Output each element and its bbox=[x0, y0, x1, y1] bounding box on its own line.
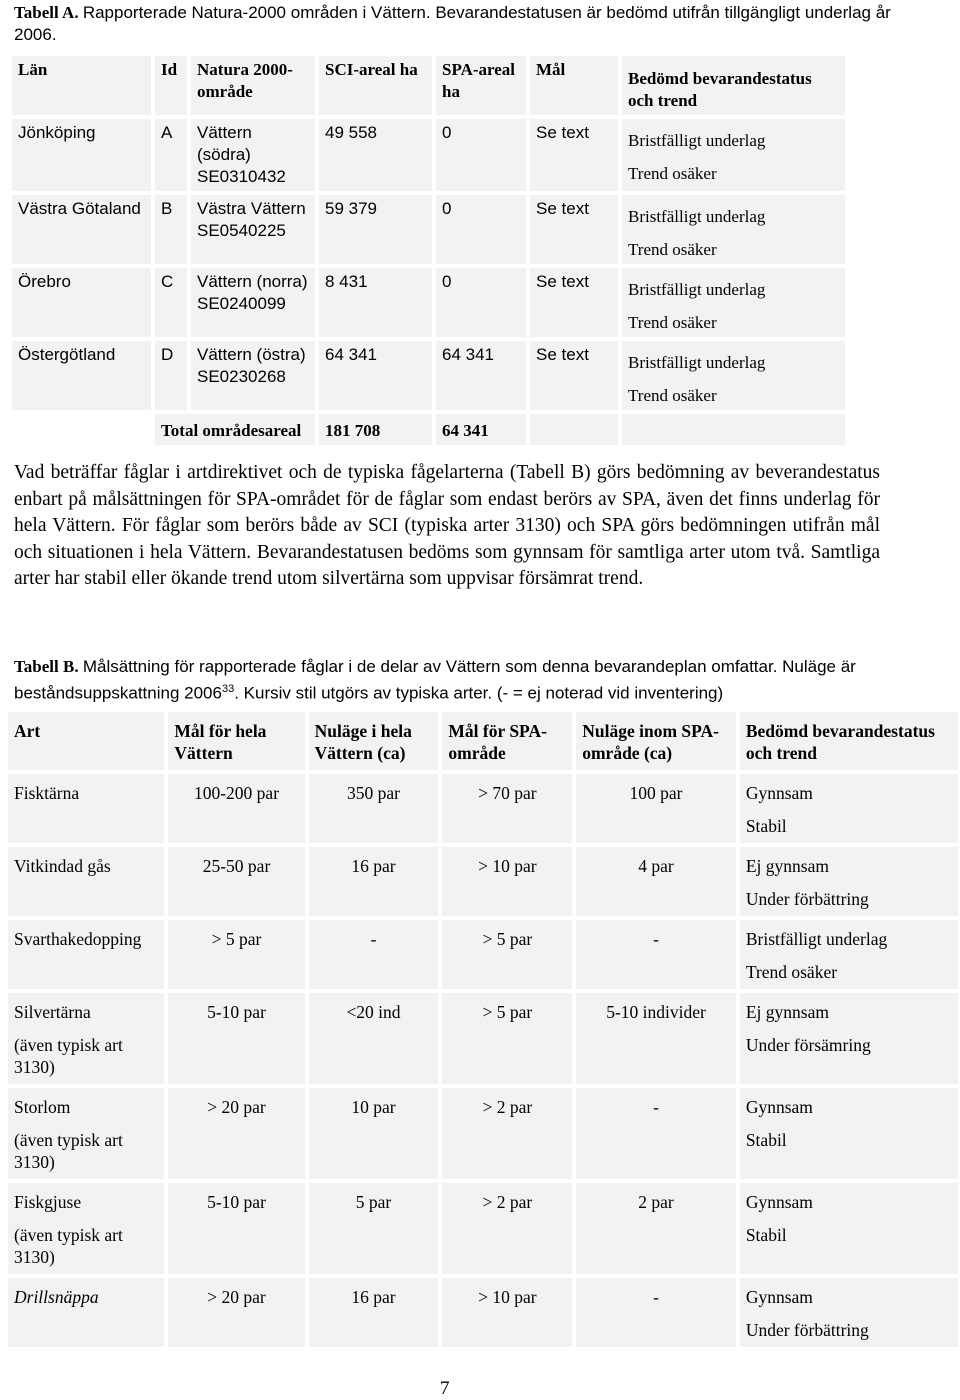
table-b-nulage-spa: - bbox=[576, 1088, 736, 1179]
table-a-lan: Örebro bbox=[12, 268, 151, 337]
table-b-mal-hela: 5-10 par bbox=[168, 1183, 304, 1274]
table-a-mal: Se text bbox=[530, 341, 618, 410]
table-a-caption bbox=[14, 2, 894, 46]
table-a-total-row bbox=[12, 414, 845, 445]
table-row bbox=[8, 1278, 958, 1347]
table-b-mal-spa: > 5 par bbox=[442, 993, 572, 1084]
table-b-art: Fiskgjuse (även typisk art 3130) bbox=[8, 1183, 164, 1274]
table-b-mal-spa: > 70 par bbox=[442, 774, 572, 843]
table-b-header-nulage-hela: Nuläge i hela Vättern (ca) bbox=[309, 712, 439, 770]
table-b-header-row bbox=[8, 712, 958, 770]
table-row bbox=[12, 195, 845, 264]
table-a-mal: Se text bbox=[530, 195, 618, 264]
table-b-art-note: (även typisk art 3130) bbox=[14, 1035, 123, 1077]
table-a-total-sci: 181 708 bbox=[319, 414, 432, 445]
page-number: 7 bbox=[440, 1378, 450, 1399]
table-b-nulage-hela: 10 par bbox=[309, 1088, 439, 1179]
table-a-spa: 0 bbox=[436, 195, 526, 264]
table-a-area-name: Vättern (östra) SE0230268 bbox=[191, 341, 315, 410]
table-row bbox=[12, 268, 845, 337]
table-b-header-art: Art bbox=[8, 712, 164, 770]
table-b-art: Fisktärna bbox=[8, 774, 164, 843]
table-b-art-note: (även typisk art 3130) bbox=[14, 1225, 123, 1267]
table-b-status: Gynnsam Stabil bbox=[740, 774, 958, 843]
table-row bbox=[8, 920, 958, 989]
table-a-spa: 0 bbox=[436, 119, 526, 191]
table-a-status: Bristfälligt underlag Trend osäker bbox=[622, 268, 845, 337]
table-b-mal-spa: > 10 par bbox=[442, 1278, 572, 1347]
table-a-header-natura: Natura 2000-område bbox=[191, 56, 315, 115]
table-row bbox=[8, 1183, 958, 1274]
table-a-sci: 64 341 bbox=[319, 341, 432, 410]
table-b-status: Ej gynnsam Under förbättring bbox=[740, 847, 958, 916]
table-a-lan: Jönköping bbox=[12, 119, 151, 191]
table-b-mal-spa: > 10 par bbox=[442, 847, 572, 916]
table-b-mal-hela: 25-50 par bbox=[168, 847, 304, 916]
table-b-art: Vitkindad gås bbox=[8, 847, 164, 916]
table-a-caption-label: Tabell A. bbox=[14, 3, 79, 22]
table-a-header-status: Bedömd bevarandestatus och trend bbox=[622, 56, 845, 115]
table-b-nulage-spa: - bbox=[576, 920, 736, 989]
table-b-mal-hela: > 20 par bbox=[168, 1088, 304, 1179]
table-a-sci: 49 558 bbox=[319, 119, 432, 191]
table-b-art: Silvertärna (även typisk art 3130) bbox=[8, 993, 164, 1084]
table-b-nulage-hela: 350 par bbox=[309, 774, 439, 843]
table-a-header-id: Id bbox=[155, 56, 187, 115]
table-a-sci: 8 431 bbox=[319, 268, 432, 337]
table-row bbox=[12, 341, 845, 410]
table-a-header-lan: Län bbox=[12, 56, 151, 115]
table-b-header-mal-spa: Mål för SPA-område bbox=[442, 712, 572, 770]
table-b-mal-hela: > 5 par bbox=[168, 920, 304, 989]
table-b-nulage-spa: 4 par bbox=[576, 847, 736, 916]
table-a-id: A bbox=[155, 119, 187, 191]
table-a-sci: 59 379 bbox=[319, 195, 432, 264]
table-a-area-name: Vättern (södra) SE0310432 bbox=[191, 119, 315, 191]
table-b-mal-hela: > 20 par bbox=[168, 1278, 304, 1347]
table-a-spa: 0 bbox=[436, 268, 526, 337]
table-b-caption bbox=[14, 656, 894, 705]
table-row bbox=[8, 1088, 958, 1179]
table-b-status: Ej gynnsam Under försämring bbox=[740, 993, 958, 1084]
table-a-status: Bristfälligt underlag Trend osäker bbox=[622, 341, 845, 410]
table-b-nulage-spa: 2 par bbox=[576, 1183, 736, 1274]
body-paragraph: Vad beträffar fåglar i artdirektivet och de typiska fågelarterna (Tabell B) görs bedömning av beverandestatus enbart på målsättningen för SPA-området för de fåglar som endast berörs av SPA, även det finns underlag för hela Vättern. För fåglar som berörs både av SCI (typiska arter 3130) och SPA görs bedömningen utifrån mål och situationen i hela Vättern. Bevarandestatusen bedöms som gynnsam för samtliga arter utom två. Samtliga arter har stabil eller ökande trend utom silvertärna som uppvisar försämrat trend. bbox=[14, 462, 880, 589]
table-a-lan: Västra Götaland bbox=[12, 195, 151, 264]
table-b-mal-hela: 5-10 par bbox=[168, 993, 304, 1084]
table-b-art: Storlom (även typisk art 3130) bbox=[8, 1088, 164, 1179]
table-b-nulage-spa: 5-10 individer bbox=[576, 993, 736, 1084]
table-b-status: Bristfälligt underlag Trend osäker bbox=[740, 920, 958, 989]
table-row bbox=[8, 993, 958, 1084]
table-row bbox=[8, 774, 958, 843]
table-b-mal-hela: 100-200 par bbox=[168, 774, 304, 843]
table-a-total-label: Total områdesareal bbox=[155, 414, 315, 445]
table-b bbox=[4, 708, 960, 1351]
table-a-caption-text: Rapporterade Natura-2000 områden i Vättern. Bevarandestatusen är bedömd utifrån tillgängligt underlag år 2006. bbox=[14, 3, 891, 44]
table-a-header-row bbox=[12, 56, 845, 115]
table-a-id: C bbox=[155, 268, 187, 337]
table-a-total-spa: 64 341 bbox=[436, 414, 526, 445]
table-a-mal: Se text bbox=[530, 268, 618, 337]
table-b-nulage-hela: 5 par bbox=[309, 1183, 439, 1274]
table-b-caption-label: Tabell B. bbox=[14, 657, 79, 676]
table-a-id: B bbox=[155, 195, 187, 264]
table-b-nulage-hela: 16 par bbox=[309, 847, 439, 916]
table-row bbox=[8, 847, 958, 916]
table-b-nulage-hela: 16 par bbox=[309, 1278, 439, 1347]
table-a-header-spa: SPA-areal ha bbox=[436, 56, 526, 115]
table-a-header-sci: SCI-areal ha bbox=[319, 56, 432, 115]
table-a bbox=[8, 52, 849, 449]
table-b-status: Gynnsam Stabil bbox=[740, 1183, 958, 1274]
table-a-area-name: Vättern (norra) SE0240099 bbox=[191, 268, 315, 337]
table-b-mal-spa: > 5 par bbox=[442, 920, 572, 989]
table-a-status: Bristfälligt underlag Trend osäker bbox=[622, 119, 845, 191]
table-a-status: Bristfälligt underlag Trend osäker bbox=[622, 195, 845, 264]
table-a-area-name: Västra Vättern SE0540225 bbox=[191, 195, 315, 264]
table-b-nulage-spa: 100 par bbox=[576, 774, 736, 843]
table-b-art-note: (även typisk art 3130) bbox=[14, 1130, 123, 1172]
table-b-nulage-spa: - bbox=[576, 1278, 736, 1347]
table-b-nulage-hela: - bbox=[309, 920, 439, 989]
footnote-ref: 33 bbox=[221, 683, 235, 695]
table-row bbox=[12, 119, 845, 191]
table-b-status: Gynnsam Under förbättring bbox=[740, 1278, 958, 1347]
table-b-caption-text: Målsättning för rapporterade fåglar i de delar av Vättern som denna bevarandeplan omfattar. Nuläge är beståndsuppskattning 2006 bbox=[14, 657, 856, 703]
table-b-header-status: Bedömd bevarandestatus och trend bbox=[740, 712, 958, 770]
table-b-mal-spa: > 2 par bbox=[442, 1183, 572, 1274]
table-a-mal: Se text bbox=[530, 119, 618, 191]
table-b-art: Svarthakedopping bbox=[8, 920, 164, 989]
table-b-nulage-hela: <20 ind bbox=[309, 993, 439, 1084]
table-b-art: Drillsnäppa bbox=[8, 1278, 164, 1347]
table-a-lan: Östergötland bbox=[12, 341, 151, 410]
table-b-caption-text-2: . Kursiv stil utgörs av typiska arter. (- = ej noterad vid inventering) bbox=[234, 683, 724, 703]
table-b-header-mal-hela: Mål för hela Vättern bbox=[168, 712, 304, 770]
table-b-mal-spa: > 2 par bbox=[442, 1088, 572, 1179]
table-a-id: D bbox=[155, 341, 187, 410]
table-b-header-nulage-spa: Nuläge inom SPA-område (ca) bbox=[576, 712, 736, 770]
table-a-spa: 64 341 bbox=[436, 341, 526, 410]
table-b-status: Gynnsam Stabil bbox=[740, 1088, 958, 1179]
table-a-header-mal: Mål bbox=[530, 56, 618, 115]
